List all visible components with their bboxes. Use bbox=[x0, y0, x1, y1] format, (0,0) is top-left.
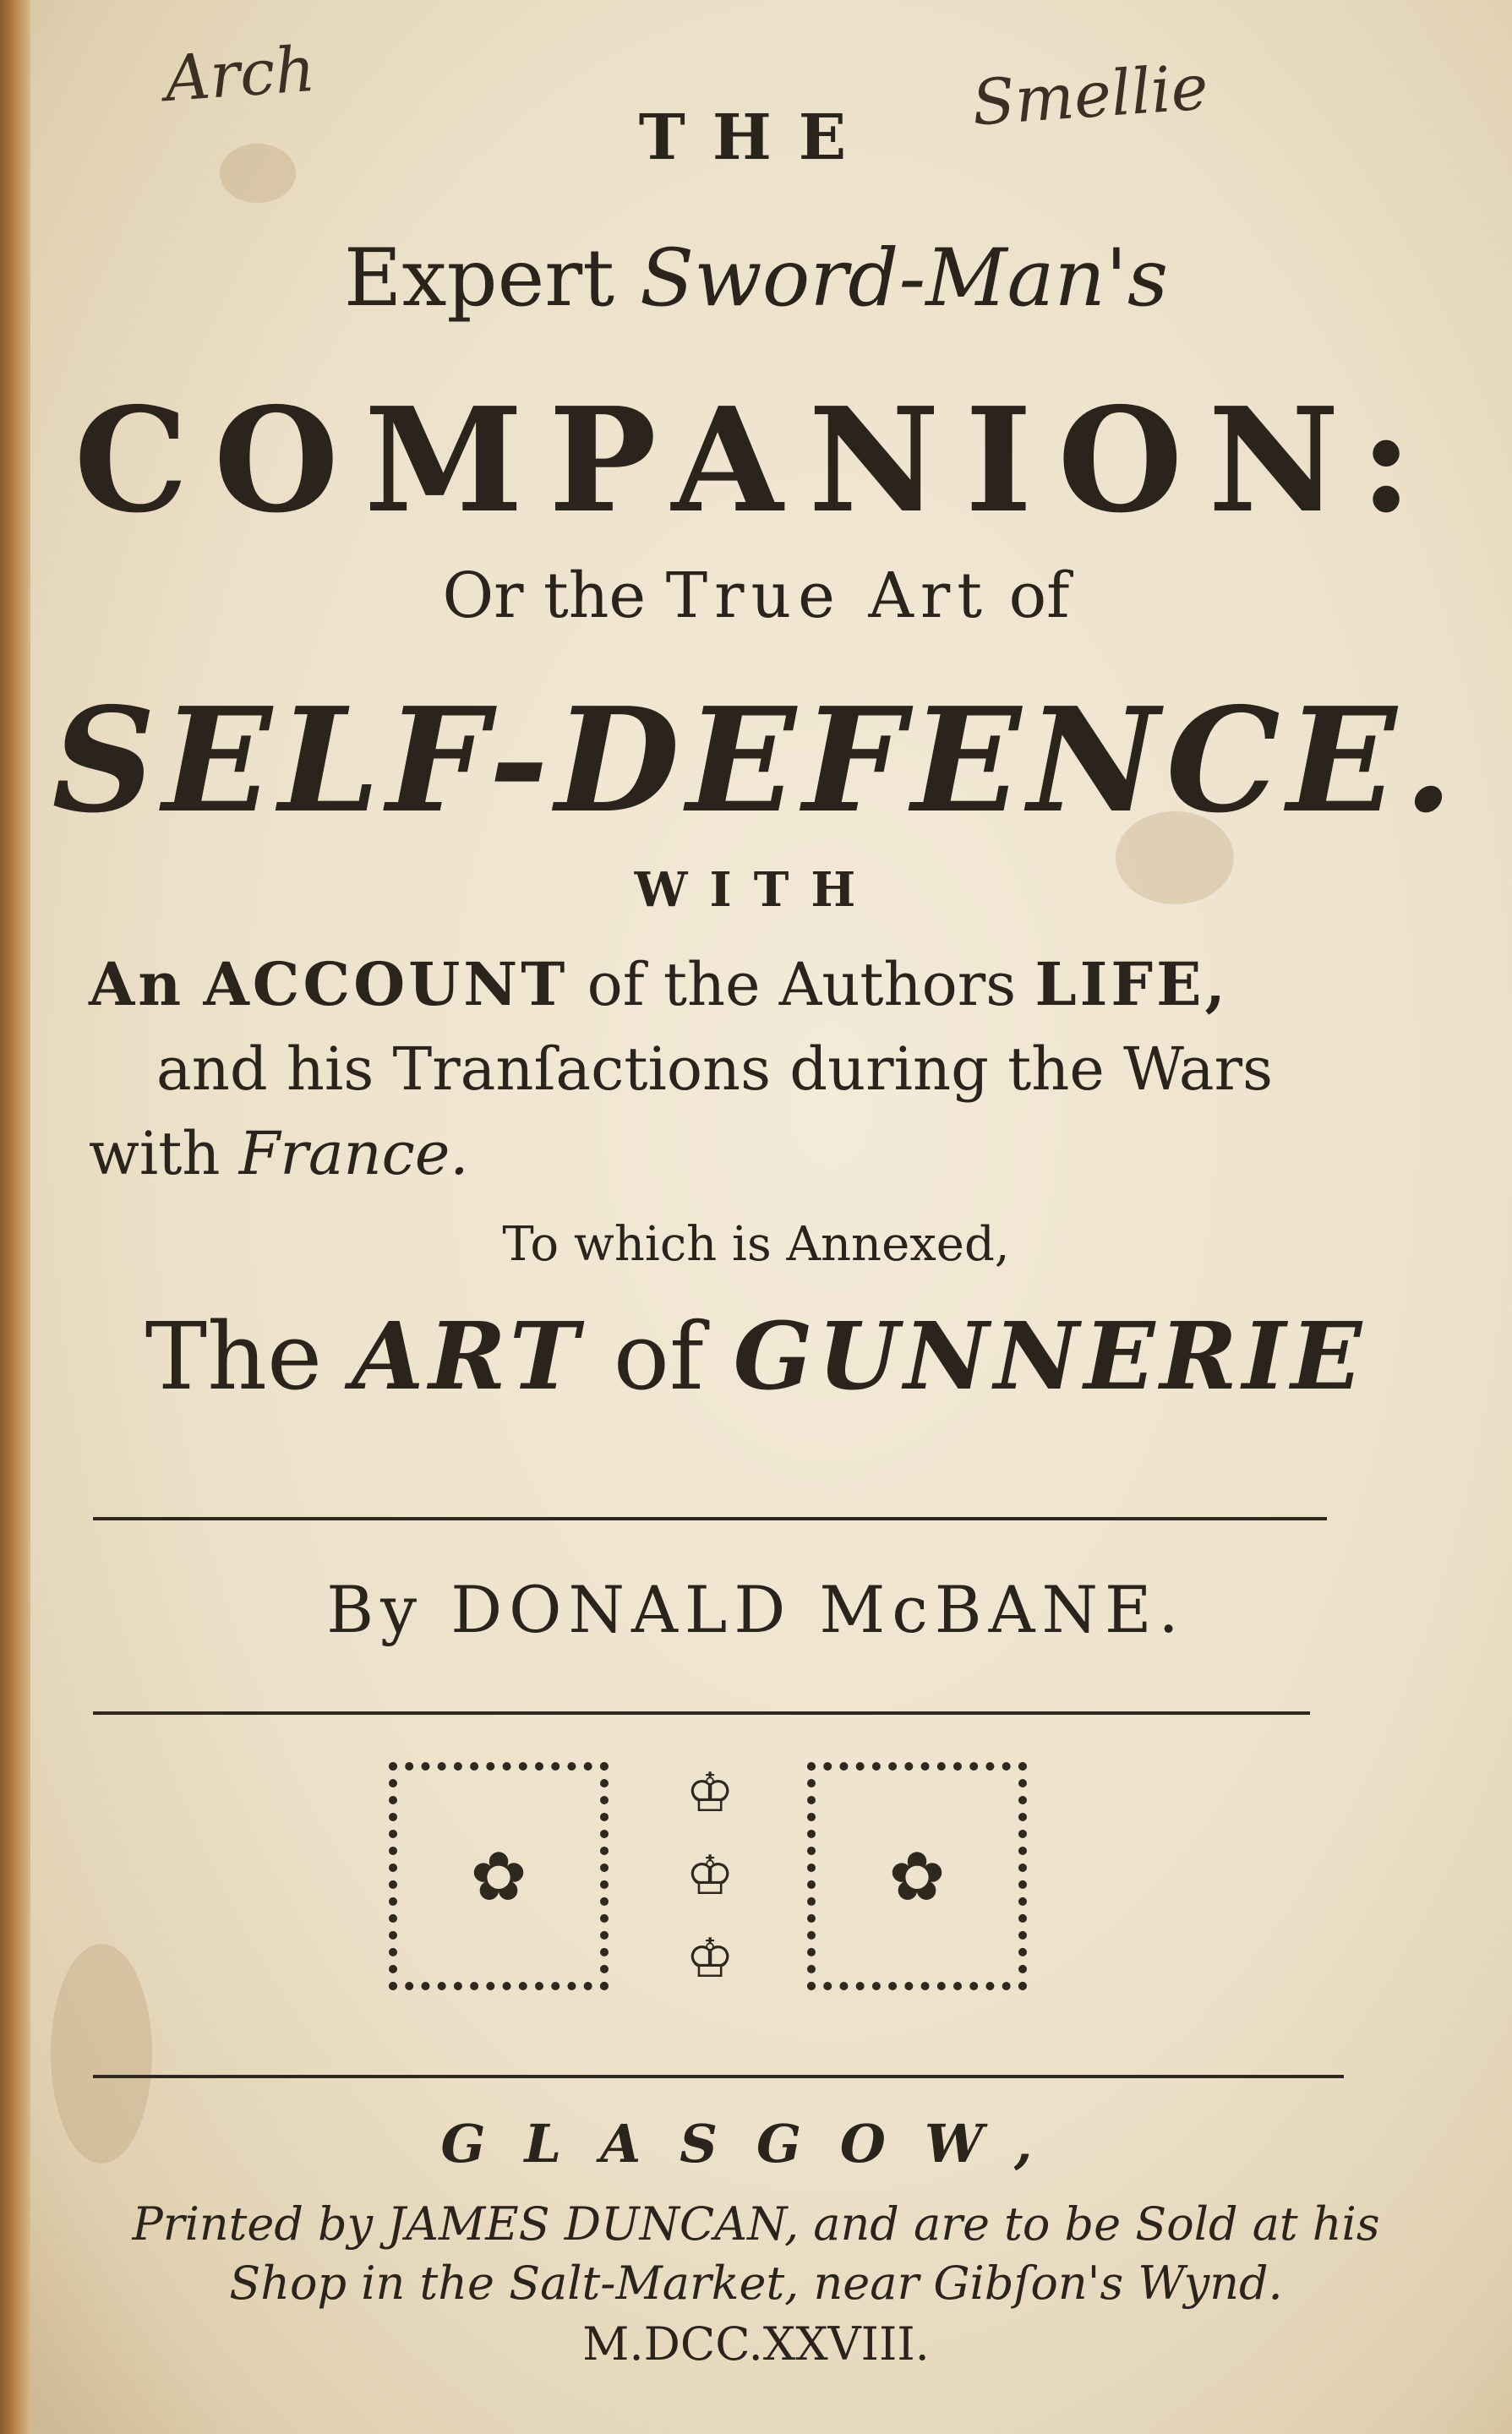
title-expert: Expert bbox=[343, 232, 615, 325]
rule-divider bbox=[93, 1517, 1327, 1520]
account-france: France. bbox=[238, 1119, 469, 1188]
floral-glyph: ✿ bbox=[888, 1836, 946, 1916]
account-an: An bbox=[89, 949, 185, 1019]
rule-divider bbox=[93, 1711, 1310, 1715]
floral-ornament-icon bbox=[389, 1762, 609, 1990]
crown-ornament-icon bbox=[659, 1762, 761, 1990]
title-art-of-gunnerie bbox=[0, 1302, 1512, 1411]
crown-icon: ♔ bbox=[685, 1928, 734, 1990]
account-life: LIFE, bbox=[1034, 949, 1229, 1019]
rule-divider bbox=[93, 2075, 1344, 2078]
gunnerie-of: of bbox=[613, 1302, 704, 1411]
title-companion: COMPANION: bbox=[74, 376, 1438, 545]
account-line-1 bbox=[89, 942, 1356, 1027]
gunnerie-art: ART bbox=[352, 1302, 584, 1411]
gunnerie-word: GUNNERIE bbox=[733, 1302, 1367, 1411]
account-line-3 bbox=[89, 1111, 1356, 1196]
subtitle-or-the: Or the bbox=[442, 559, 647, 632]
account-of-authors: of the Authors bbox=[587, 950, 1017, 1019]
floral-glyph: ✿ bbox=[470, 1836, 527, 1916]
subtitle-of: of bbox=[1008, 559, 1070, 632]
title-with: WITH bbox=[634, 862, 878, 918]
author-byline: By DONALD McBANE. bbox=[326, 1572, 1186, 1647]
account-with: with bbox=[89, 1119, 221, 1188]
title-expert-line bbox=[0, 232, 1512, 325]
title-swordmans: Sword-Man's bbox=[639, 232, 1169, 325]
imprint-date: M.DCC.XXVIII. bbox=[582, 2317, 930, 2371]
imprint-city: GLASGOW, bbox=[440, 2113, 1072, 2175]
title-the: THE bbox=[638, 101, 874, 174]
gunnerie-the: The bbox=[145, 1302, 323, 1411]
handwritten-signature-right: Smellie bbox=[969, 51, 1211, 140]
crown-icon: ♔ bbox=[685, 1762, 734, 1825]
account-line-2: and his Tranſactions during the Wars bbox=[156, 1034, 1274, 1104]
subtitle-true-art: True Art bbox=[665, 559, 990, 632]
subtitle-or-the-true-art bbox=[0, 559, 1512, 632]
annexed-line: To which is Annexed, bbox=[502, 1217, 1010, 1272]
title-self-defence: SELF-DEFENCE. bbox=[52, 676, 1460, 845]
account-word: ACCOUNT bbox=[203, 949, 569, 1019]
printers-ornament bbox=[389, 1762, 1031, 1999]
account-paragraph bbox=[89, 942, 1356, 1196]
imprint-printer: Printed by JAMES DUNCAN, and are to be Sold at his bbox=[132, 2197, 1380, 2251]
handwritten-signature-left: Arch bbox=[162, 32, 318, 117]
imprint-shop: Shop in the Salt-Market, near Gibſon's Wynd. bbox=[229, 2257, 1283, 2310]
floral-ornament-icon bbox=[807, 1762, 1027, 1990]
crown-icon: ♔ bbox=[685, 1845, 734, 1907]
